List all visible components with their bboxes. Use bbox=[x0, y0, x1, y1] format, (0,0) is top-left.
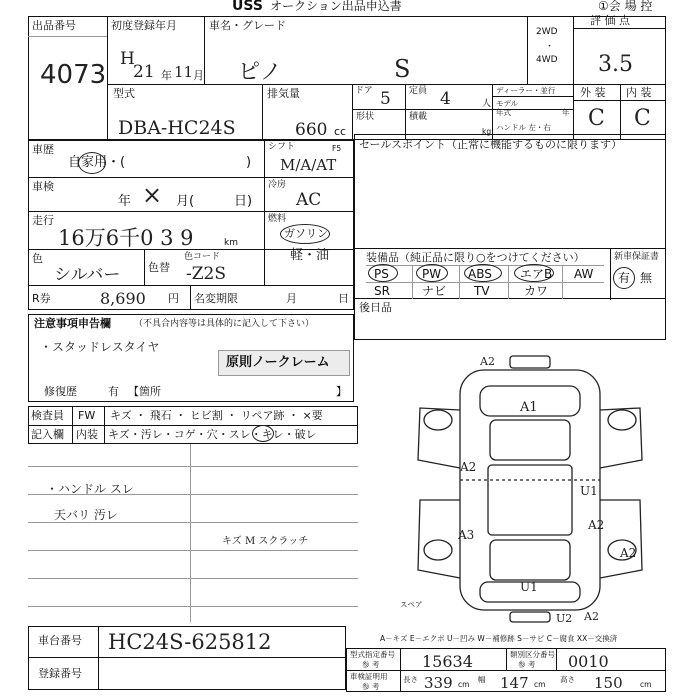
evaluation-label: 評 価 点 bbox=[590, 14, 630, 27]
shift-label: シフト bbox=[268, 142, 296, 152]
mark-a2-right: A2 bbox=[588, 518, 605, 532]
equip-pw: PW bbox=[422, 267, 442, 281]
scuff-circle bbox=[252, 425, 274, 442]
drive-dot: ・ bbox=[545, 42, 555, 52]
aircon-label: 冷房 bbox=[268, 180, 287, 190]
equip-navi: ナビ bbox=[422, 284, 447, 298]
mileage-label: 走行 bbox=[32, 214, 54, 227]
notes-title: 注意事項申告欄 bbox=[34, 317, 111, 330]
length-value: 339 bbox=[424, 674, 453, 692]
history-circle-mark bbox=[78, 152, 106, 174]
repair-history-label: 修復歴 bbox=[44, 385, 77, 398]
model-label: 型式 bbox=[113, 87, 135, 100]
dealer-label: ディーラー・並行 bbox=[496, 86, 556, 95]
capacity-label: 定員 bbox=[409, 86, 428, 96]
model-year-suffix: 年 bbox=[562, 108, 570, 117]
recycle-fee: 8,690 bbox=[100, 289, 146, 308]
repair-yes: 有 bbox=[108, 385, 119, 398]
inspection-year: 年 bbox=[118, 194, 132, 209]
exterior-grade: C bbox=[588, 106, 605, 131]
repaint-label: 色替 bbox=[148, 261, 170, 274]
interior-box-label: 内装 bbox=[76, 428, 98, 441]
height-unit: cm bbox=[640, 680, 652, 689]
reg-number-label: 登録番号 bbox=[38, 667, 82, 680]
car-name: ピノ bbox=[238, 60, 282, 85]
record-note-2: 天バリ 汚レ bbox=[54, 508, 118, 522]
mark-u1-rear: U1 bbox=[520, 580, 538, 594]
expiry-day: 日 bbox=[338, 292, 349, 305]
first-registration-label: 初度登録年月 bbox=[111, 19, 177, 32]
chassis-number: HC24S-625812 bbox=[108, 630, 272, 654]
mark-a2-left: A2 bbox=[460, 460, 477, 474]
model-code: DBA-HC24S bbox=[118, 117, 236, 139]
width-label: 幅 bbox=[478, 675, 486, 684]
venue-copy-label: ①会 場 控 bbox=[598, 0, 653, 13]
color-label: 色 bbox=[32, 252, 43, 265]
expiry-month: 月 bbox=[286, 292, 297, 305]
displacement-value: 660 bbox=[295, 120, 328, 140]
height-value: 150 bbox=[594, 674, 623, 692]
interior-items: キズ・汚レ・コゲ・穴・スレ・キレ・破レ bbox=[108, 428, 317, 441]
equip-ps-circle bbox=[368, 264, 398, 282]
drive-4wd: 4WD bbox=[536, 55, 558, 65]
reg-era: H bbox=[120, 49, 135, 69]
fuel-gasoline: ガソリン bbox=[284, 227, 328, 240]
capacity-value: 4 bbox=[440, 89, 451, 109]
length-unit: cm bbox=[458, 680, 470, 689]
name-grade-label: 車名・グレード bbox=[209, 19, 286, 32]
lot-number-label: 出品番号 bbox=[32, 19, 76, 32]
sales-points-frame bbox=[354, 134, 666, 340]
note-1: ・スタッドレスタイヤ bbox=[40, 340, 160, 354]
interior-grade: C bbox=[634, 106, 651, 131]
capacity-suffix: 人 bbox=[482, 99, 492, 109]
mileage-unit: km bbox=[224, 238, 238, 248]
aircon-value: AC bbox=[296, 190, 322, 210]
fw-items: キズ ・ 飛石 ・ ヒビ割 ・ リペア跡 ・ ×要 bbox=[110, 409, 323, 422]
form-title: オークション出品申込書 bbox=[270, 0, 402, 13]
width-unit: cm bbox=[534, 680, 546, 689]
load-label: 積載 bbox=[409, 112, 428, 122]
equip-tv: TV bbox=[474, 284, 490, 298]
equipment-label: 装備品（純正品に限り○をつけてください） bbox=[366, 251, 585, 264]
fw-label: FW bbox=[78, 409, 96, 422]
evaluation-score: 3.5 bbox=[598, 52, 633, 77]
equip-leather: カワ bbox=[524, 284, 549, 298]
new-warranty-label: 新車保証書 bbox=[614, 252, 660, 262]
fuel-label: 燃料 bbox=[268, 214, 287, 224]
designated-number: 15634 bbox=[422, 652, 473, 671]
equip-abs: ABS bbox=[468, 267, 492, 281]
equip-airbag-circle bbox=[514, 264, 554, 282]
car-grade: S bbox=[394, 55, 411, 83]
sales-points-label: セールスポイント（正常に機能するものに限ります） bbox=[359, 138, 623, 151]
warranty-circle bbox=[613, 267, 635, 289]
mark-a1-hood: A1 bbox=[520, 400, 538, 415]
doors-value: 5 bbox=[380, 89, 391, 109]
damage-legend: A－キズ E－エクボ U－凹み W－補修跡 S－サビ C－腐食 XX－交換済 bbox=[380, 634, 618, 643]
equip-sr: SR bbox=[374, 284, 390, 298]
equip-pw-circle bbox=[416, 264, 448, 282]
color-code-label: 色コード bbox=[184, 252, 221, 262]
spare-label: スペア bbox=[400, 600, 423, 609]
equip-abs-circle bbox=[464, 264, 502, 282]
warranty-yes: 有 bbox=[618, 271, 631, 285]
category-sanko: 参 考 bbox=[518, 660, 536, 669]
inspection-month: 月( bbox=[176, 194, 195, 209]
recycle-yen: 円 bbox=[168, 292, 179, 305]
mark-a2-front: A2 bbox=[480, 355, 495, 368]
color-code-value: -Z2S bbox=[186, 264, 227, 284]
shift-value: M/A/AT bbox=[280, 156, 337, 174]
drive-2wd: 2WD bbox=[536, 27, 558, 37]
height-label: 高さ bbox=[560, 675, 575, 684]
notes-subtitle: （不具合内容等は具体的に記入して下さい） bbox=[134, 319, 315, 329]
displacement-label: 排気量 bbox=[267, 87, 300, 100]
inspection-day: 日) bbox=[234, 194, 253, 209]
mark-a2-bumper: A2 bbox=[584, 610, 599, 623]
category-number: 0010 bbox=[568, 652, 609, 671]
name-expiry-label: 名変期限 bbox=[194, 292, 238, 305]
displacement-unit: cc bbox=[334, 125, 347, 138]
chassis-label: 車台番号 bbox=[38, 634, 82, 647]
record-label: 記入欄 bbox=[31, 428, 64, 441]
shift-options: F5 bbox=[332, 144, 342, 153]
fuel-circle-mark bbox=[280, 224, 330, 244]
aftersale-label: 後日品 bbox=[359, 301, 392, 314]
designated-sanko: 参 考 bbox=[362, 660, 380, 669]
equip-aw: AW bbox=[574, 267, 594, 281]
mark-u2-bumper: U2 bbox=[556, 612, 573, 625]
cert-sanko: 参 考 bbox=[362, 682, 380, 691]
mileage-value: 16万6千0 3 9 bbox=[58, 226, 194, 250]
length-label: 長さ bbox=[403, 675, 418, 684]
warranty-no: 無 bbox=[640, 271, 653, 285]
history-close: ) bbox=[246, 155, 252, 170]
repair-place: 【箇所 bbox=[128, 385, 161, 398]
exterior-label: 外 装 bbox=[580, 86, 606, 99]
mark-a2-rear-right: A2 bbox=[620, 546, 637, 560]
category-label: 類別区分番号 bbox=[510, 650, 555, 659]
history-value: 自家用・( bbox=[68, 155, 126, 170]
cert-label: 車検証明用 bbox=[350, 672, 388, 681]
doors-label: ドア bbox=[355, 86, 373, 96]
reg-month-suffix: 月 bbox=[193, 69, 204, 82]
record-note-3: キズ M スクラッチ bbox=[222, 536, 309, 547]
reg-month: 11 bbox=[174, 63, 194, 81]
reg-year: 21 bbox=[133, 62, 155, 82]
record-note-1: ・ハンドル スレ bbox=[46, 482, 134, 496]
designated-label: 型式指定番号 bbox=[350, 650, 395, 659]
mark-a3-left: A3 bbox=[458, 528, 475, 542]
load-unit: kg bbox=[482, 127, 492, 136]
equip-airbag: エアB bbox=[520, 267, 553, 281]
inspection-label: 車検 bbox=[32, 180, 54, 193]
color-value: シルバー bbox=[54, 265, 121, 285]
equip-ps: PS bbox=[374, 267, 389, 281]
inspector-label: 検査員 bbox=[31, 409, 64, 422]
logo: USS bbox=[232, 0, 263, 14]
model-year-label: モデル 年式 bbox=[496, 99, 519, 117]
fuel-light-oil: 軽・油 bbox=[290, 248, 330, 263]
interior-label: 内 装 bbox=[626, 86, 652, 99]
reg-year-suffix: 年 bbox=[161, 69, 172, 82]
inspection-mark: × bbox=[142, 181, 163, 209]
no-claim-label: 原則ノークレーム bbox=[226, 355, 330, 370]
history-label: 車歴 bbox=[32, 143, 54, 156]
lot-number-value: 4073 bbox=[40, 60, 107, 90]
recycle-label: R券 bbox=[32, 292, 51, 305]
width-value: 147 bbox=[500, 674, 529, 692]
shape-label: 形状 bbox=[356, 112, 375, 122]
mark-u1-right: U1 bbox=[580, 484, 598, 498]
repair-close: 】 bbox=[336, 385, 347, 398]
handle-label: ハンドル 左・右 bbox=[496, 123, 551, 132]
